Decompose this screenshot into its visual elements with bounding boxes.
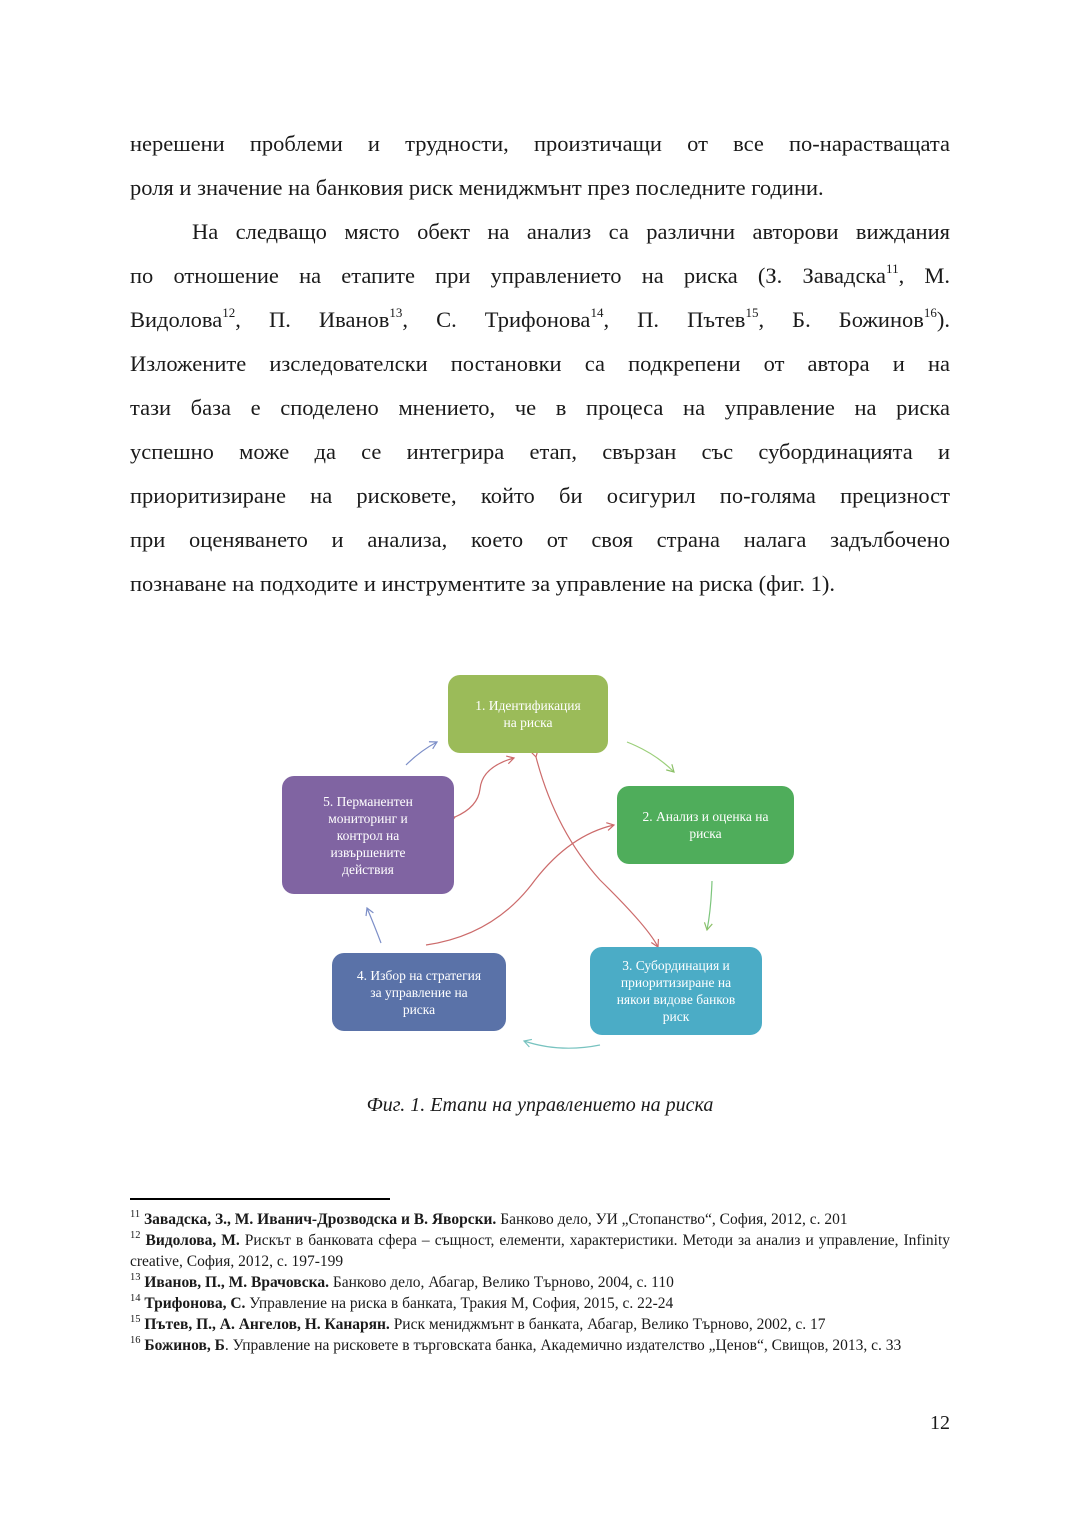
text-line: нерешени проблеми и трудности, произтичащи от все по-нарастващата xyxy=(130,131,950,156)
arrow-4-to-5 xyxy=(367,908,381,943)
text-line: Видолова$^{12}$, П. Иванов$^{13}$, С. Трифонова$^{14}$, П. Пътев$^{15}$, Б. Божинов$^{16}$). xyxy=(130,304,951,332)
footnote-separator xyxy=(130,1198,390,1200)
footnote-16: $^{16}$ Божинов, Б. Управление на рисковете в търговската банка, Академично издателство „Ценов“, Свищов, 2013, с. 33 xyxy=(130,1334,902,1354)
stage-4-strategy: 4. Избор на стратегия за управление на риска xyxy=(332,953,506,1031)
paragraph-continuation xyxy=(130,122,950,210)
stage-5-monitoring: 5. Перманентен мониторинг и контрол на извършените действия xyxy=(282,776,454,894)
footnote-14: $^{14}$ Трифонова, С. Управление на риска в банката, Тракия М, София, 2015, с. 22-24 xyxy=(130,1292,674,1312)
footnote-15: $^{15}$ Пътев, П., А. Ангелов, Н. Канарян. Риск мениджмънт в банката, Абагар, Велико Търново, 2002, с. 17 xyxy=(130,1313,826,1333)
text-line: успешно може да се интегрира етап, свързан със субординацията и xyxy=(130,439,950,464)
text-line: приоритизиране на рисковете, който би осигурил по-голяма прецизност xyxy=(130,483,950,508)
arrow-4-to-2 xyxy=(426,825,614,945)
page-number: 12 xyxy=(930,1412,950,1434)
paragraph-main xyxy=(130,210,950,606)
footnote-ref-12[interactable]: 12 xyxy=(222,304,236,320)
figure-caption: Фиг. 1. Етапи на управлението на риска xyxy=(366,1094,714,1116)
footnotes xyxy=(130,1209,950,1356)
text-line: по отношение на етапите при управлението на риска (З. Завадска$^{11}$, М. xyxy=(130,260,950,288)
footnote-13: $^{13}$ Иванов, П., М. Врачовска. Банково дело, Абагар, Велико Търново, 2004, с. 110 xyxy=(130,1271,674,1291)
arrow-5-to-1 xyxy=(406,742,437,765)
arrow-3-to-4 xyxy=(524,1041,600,1048)
stage-3-subordination: 3. Субординация и приоритизиране на някои видове банков риск xyxy=(590,947,762,1035)
footnote-11: $^{11}$ Завадска, З., М. Иванич-Дрозводска и В. Яворски. Банково дело, УИ „Стопанство“, София, 2012, с. 201 xyxy=(130,1208,848,1228)
footnote-ref-14[interactable]: 14 xyxy=(590,304,604,320)
text-line: Изложените изследователски постановки са подкрепени от автора и на xyxy=(130,351,950,376)
text-line: тази база е споделено мнението, че в процеса на управление на риска xyxy=(130,395,950,420)
text-line: На следващо място обект на анализ са различни авторови виждания xyxy=(192,219,950,244)
risk-management-cycle-diagram xyxy=(270,665,810,1065)
footnote-ref-16[interactable]: 16 xyxy=(923,304,937,320)
stage-1-identification: 1. Идентификация на риска xyxy=(448,675,608,753)
footnote-ref-11[interactable]: 11 xyxy=(886,260,899,276)
footnote-12: $^{12}$ Видолова, М. Рискът в банковата сфера – същност, елементи, характеристики. Методи за анализ и управление, Infinity creative, София, 2012, с. 197-199 xyxy=(130,1229,951,1270)
footnote-ref-13[interactable]: 13 xyxy=(389,304,403,320)
text-line: роля и значение на банковия риск мениджмънт през последните години. xyxy=(130,175,824,200)
stage-2-analysis: 2. Анализ и оценка на риска xyxy=(617,786,794,864)
footnote-ref-15[interactable]: 15 xyxy=(745,304,759,320)
text-line: при оценяването и анализа, което от своя страна налага задълбочено xyxy=(130,527,950,552)
arrow-1-to-2 xyxy=(627,742,674,772)
arrow-2-to-3 xyxy=(707,881,712,930)
text-line: познаване на подходите и инструментите за управление на риска (фиг. 1). xyxy=(130,571,835,596)
arrow-5-1-double xyxy=(455,758,514,817)
